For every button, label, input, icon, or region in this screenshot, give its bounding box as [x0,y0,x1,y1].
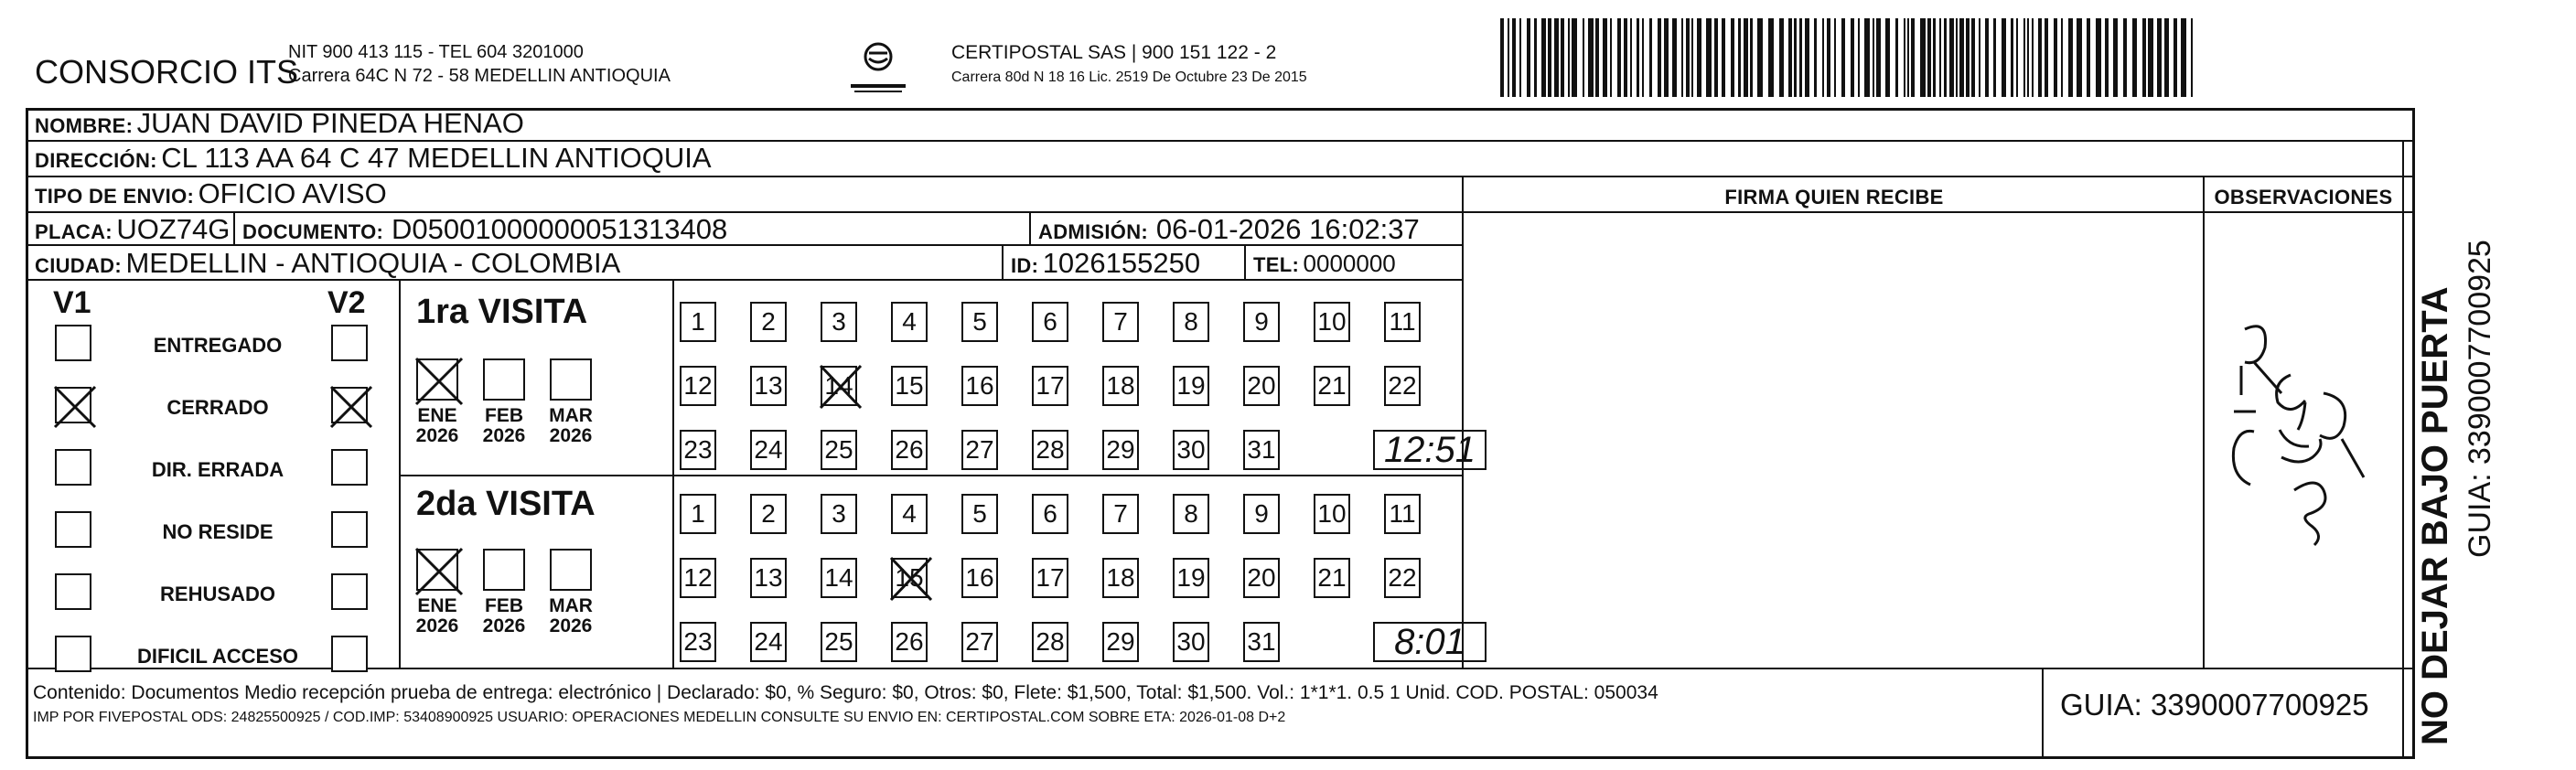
day-number: 8 [1184,307,1198,336]
check-mark-icon [53,385,97,429]
month-caption [478,406,530,446]
day-number: 13 [754,563,783,592]
day-box[interactable] [680,302,716,342]
month-label: ENE [417,405,457,426]
day-number: 7 [1113,307,1128,336]
nombre-row [35,107,524,140]
day-number: 29 [1106,627,1135,656]
day-box[interactable] [821,558,857,598]
footer-content: Contenido: Documentos Medio recepción prueba de entrega: electrónico | Declarado: $0, % Seguro: $0, Otros: $0, Flete: $1,500, Total: $1,500. Vol.: 1*1*1. 0.5 1 Unid. COD. POSTAL: 050034 [33,682,1658,703]
barcode [1500,18,2205,97]
day-number: 20 [1247,371,1276,400]
day-box[interactable] [891,558,928,598]
day-number: 23 [683,627,713,656]
day-box[interactable] [1173,302,1209,342]
tipo-label: TIPO DE ENVIO: [35,185,195,208]
day-box[interactable] [1032,366,1068,406]
day-number: 14 [824,563,853,592]
day-box[interactable] [1173,430,1209,470]
status-checkbox-v2[interactable] [331,573,368,610]
day-number: 22 [1388,563,1417,592]
day-number: 13 [754,371,783,400]
documento-value: D05001000000051313408 [392,213,728,245]
documento-label: DOCUMENTO: [242,220,384,243]
month-caption [478,596,530,636]
year-label: 2026 [549,615,593,636]
day-box[interactable] [750,430,787,470]
day-number: 16 [965,371,994,400]
observation-handwriting [2214,311,2397,549]
day-box[interactable] [680,558,716,598]
day-number: 6 [1043,307,1057,336]
day-number: 3 [832,499,846,528]
status-checkbox-v1[interactable] [55,636,91,672]
day-box[interactable] [1243,366,1280,406]
day-box[interactable] [1032,494,1068,534]
day-number: 23 [683,435,713,464]
month-label: ENE [417,595,457,616]
certipostal-seal [842,37,915,97]
documento-row [242,213,727,246]
side-warning: NO DEJAR BAJO PUERTA [2415,286,2455,745]
day-number: 11 [1389,307,1416,336]
direccion-value: CL 113 AA 64 C 47 MEDELLIN ANTIOQUIA [161,142,712,174]
ciudad-value: MEDELLIN - ANTIOQUIA - COLOMBIA [125,247,621,279]
footer-guia: GUIA: 3390007700925 [2060,688,2369,722]
day-number: 2 [761,307,776,336]
day-box[interactable] [1032,302,1068,342]
check-mark-icon [329,385,373,429]
id-label: ID: [1011,254,1039,277]
day-box[interactable] [1243,558,1280,598]
day-number: 10 [1317,307,1347,336]
month-caption [412,596,463,636]
check-mark-icon [414,547,464,596]
day-box[interactable] [1102,430,1139,470]
nombre-label: NOMBRE: [35,114,134,137]
day-number: 16 [965,563,994,592]
day-box[interactable] [1102,622,1139,662]
check-mark-icon [819,364,863,410]
company-name: CONSORCIO ITS [35,53,299,91]
status-label: DIFICIL ACCESO [136,645,298,668]
day-number: 31 [1247,435,1276,464]
visit-hour[interactable]: 8:01 [1373,622,1487,662]
day-box[interactable] [961,558,998,598]
tipo-row [35,177,387,210]
nombre-value: JUAN DAVID PINEDA HENAO [136,107,524,139]
status-checkbox-v1[interactable] [55,325,91,361]
month-label: MAR [549,405,593,426]
day-number: 11 [1389,499,1416,528]
day-number: 5 [972,499,987,528]
status-checkbox-v1[interactable] [55,387,91,423]
day-number: 4 [902,307,917,336]
day-box[interactable] [680,430,716,470]
month-label: FEB [485,405,523,426]
day-box[interactable] [1102,302,1139,342]
day-box[interactable] [680,494,716,534]
day-box[interactable] [1102,558,1139,598]
month-checkbox[interactable] [550,358,592,401]
status-checkbox-v1[interactable] [55,511,91,548]
day-number: 19 [1176,371,1206,400]
status-checkbox-v1[interactable] [55,449,91,486]
month-caption [412,406,463,446]
status-label: DIR. ERRADA [151,458,284,481]
day-box[interactable] [1032,430,1068,470]
day-number: 12 [683,371,713,400]
day-box[interactable] [750,622,787,662]
day-box[interactable] [821,622,857,662]
placa-label: PLACA: [35,220,113,243]
day-number: 28 [1036,627,1065,656]
certi-line1: CERTIPOSTAL SAS | 900 151 122 - 2 [951,42,1277,63]
month-checkbox[interactable] [416,549,458,591]
month-checkbox[interactable] [416,358,458,401]
day-box[interactable] [1102,366,1139,406]
tel-value: 0000000 [1303,250,1396,277]
year-label: 2026 [415,615,459,636]
day-number: 25 [824,627,853,656]
day-number: 26 [895,435,924,464]
status-checkbox-v2[interactable] [331,387,368,423]
status-checkbox-v2[interactable] [331,636,368,672]
direccion-row [35,142,712,175]
day-number: 15 [895,563,924,592]
day-number: 10 [1317,499,1347,528]
day-number: 6 [1043,499,1057,528]
day-number: 17 [1036,371,1065,400]
day-box[interactable] [821,302,857,342]
day-number: 18 [1106,563,1135,592]
day-box[interactable] [1173,366,1209,406]
day-number: 26 [895,627,924,656]
certi-line2: Carrera 80d N 18 16 Lic. 2519 De Octubre 23 De 2015 [951,70,1307,85]
admision-row [1038,213,1420,246]
day-box[interactable] [750,558,787,598]
visit2-title: 2da VISITA [416,485,596,523]
day-number: 1 [691,499,705,528]
visit-hour[interactable]: 12:51 [1373,430,1487,470]
day-box[interactable] [1173,622,1209,662]
tel-label: TEL: [1253,253,1300,276]
day-number: 7 [1113,499,1128,528]
day-box[interactable] [821,430,857,470]
day-box[interactable] [1384,494,1421,534]
observaciones-header: OBSERVACIONES [2214,186,2393,209]
day-box[interactable] [891,430,928,470]
day-box[interactable] [1384,558,1421,598]
day-box[interactable] [680,622,716,662]
day-number: 29 [1106,435,1135,464]
v2-header: V2 [327,285,366,320]
admision-label: ADMISIÓN: [1038,220,1149,243]
check-mark-icon [414,357,464,406]
day-box[interactable] [1173,494,1209,534]
day-box[interactable] [1314,302,1350,342]
day-box[interactable] [961,302,998,342]
day-number: 21 [1317,371,1347,400]
admision-value: 06-01-2026 16:02:37 [1155,213,1420,245]
direccion-label: DIRECCIÓN: [35,149,157,172]
day-number: 9 [1254,307,1269,336]
day-box[interactable] [1032,558,1068,598]
day-box[interactable] [750,302,787,342]
month-caption [545,596,596,636]
day-number: 15 [895,371,924,400]
year-label: 2026 [415,425,459,446]
day-number: 17 [1036,563,1065,592]
certipostal-info [951,40,1307,90]
id-value: 1026155250 [1042,247,1201,279]
day-number: 24 [754,627,783,656]
day-box[interactable] [961,622,998,662]
month-label: FEB [485,595,523,616]
month-checkbox[interactable] [483,358,525,401]
status-checkbox-v2[interactable] [331,325,368,361]
day-number: 31 [1247,627,1276,656]
day-number: 27 [965,627,994,656]
day-box[interactable] [1243,494,1280,534]
day-box[interactable] [1243,430,1280,470]
ciudad-label: CIUDAD: [35,254,122,277]
day-number: 27 [965,435,994,464]
placa-row [35,213,230,246]
day-number: 12 [683,563,713,592]
day-box[interactable] [750,366,787,406]
side-guia: GUIA: 3390007700925 [2463,240,2497,558]
day-box[interactable] [1102,494,1139,534]
ciudad-row [35,247,620,280]
visit1-title: 1ra VISITA [416,293,588,331]
day-box[interactable] [1032,622,1068,662]
status-label: CERRADO [166,396,269,419]
month-checkbox[interactable] [483,549,525,591]
day-number: 30 [1176,627,1206,656]
month-label: MAR [549,595,593,616]
tipo-value: OFICIO AVISO [198,177,387,209]
v1-header: V1 [53,285,91,320]
day-box[interactable] [680,366,716,406]
check-mark-icon [889,556,933,602]
day-box[interactable] [891,622,928,662]
month-caption [545,406,596,446]
day-box[interactable] [891,302,928,342]
day-box[interactable] [961,430,998,470]
day-box[interactable] [891,366,928,406]
day-number: 30 [1176,435,1206,464]
day-number: 24 [754,435,783,464]
day-box[interactable] [1384,302,1421,342]
status-label: REHUSADO [160,583,275,605]
day-number: 28 [1036,435,1065,464]
day-number: 4 [902,499,917,528]
day-number: 18 [1106,371,1135,400]
nit-line: NIT 900 413 115 - TEL 604 3201000 [288,42,584,62]
month-checkbox[interactable] [550,549,592,591]
day-number: 1 [691,307,705,336]
id-row [1011,247,1200,280]
day-number: 19 [1176,563,1206,592]
placa-value: UOZ74G [116,213,231,245]
year-label: 2026 [482,425,526,446]
day-box[interactable] [1384,366,1421,406]
status-checkbox-v2[interactable] [331,511,368,548]
tel-row [1253,250,1396,278]
day-number: 20 [1247,563,1276,592]
day-number: 25 [824,435,853,464]
day-number: 22 [1388,371,1417,400]
day-number: 21 [1317,563,1347,592]
day-box[interactable] [821,366,857,406]
day-box[interactable] [1314,558,1350,598]
day-number: 9 [1254,499,1269,528]
year-label: 2026 [482,615,526,636]
footer-print-info: IMP POR FIVEPOSTAL ODS: 24825500925 / COD.IMP: 53408900925 USUARIO: OPERACIONES MEDELLIN CONSULTE SU ENVIO EN: CERTIPOSTAL.COM SOBRE ETA: 2026-01-08 D+2 [33,710,1286,725]
day-box[interactable] [961,494,998,534]
day-box[interactable] [1173,558,1209,598]
day-box[interactable] [891,494,928,534]
day-number: 8 [1184,499,1198,528]
address-line: Carrera 64C N 72 - 58 MEDELLIN ANTIOQUIA [288,66,671,86]
day-number: 3 [832,307,846,336]
day-number: 2 [761,499,776,528]
day-box[interactable] [1314,494,1350,534]
day-number: 14 [824,371,853,400]
status-label: NO RESIDE [162,520,274,543]
status-label: ENTREGADO [153,334,283,357]
status-checkbox-v1[interactable] [55,573,91,610]
day-box[interactable] [821,494,857,534]
day-number: 5 [972,307,987,336]
day-box[interactable] [1243,302,1280,342]
day-box[interactable] [961,366,998,406]
day-box[interactable] [1243,622,1280,662]
day-box[interactable] [750,494,787,534]
day-box[interactable] [1314,366,1350,406]
status-checkbox-v2[interactable] [331,449,368,486]
year-label: 2026 [549,425,593,446]
company-info [288,40,671,88]
firma-header: FIRMA QUIEN RECIBE [1724,186,1944,209]
